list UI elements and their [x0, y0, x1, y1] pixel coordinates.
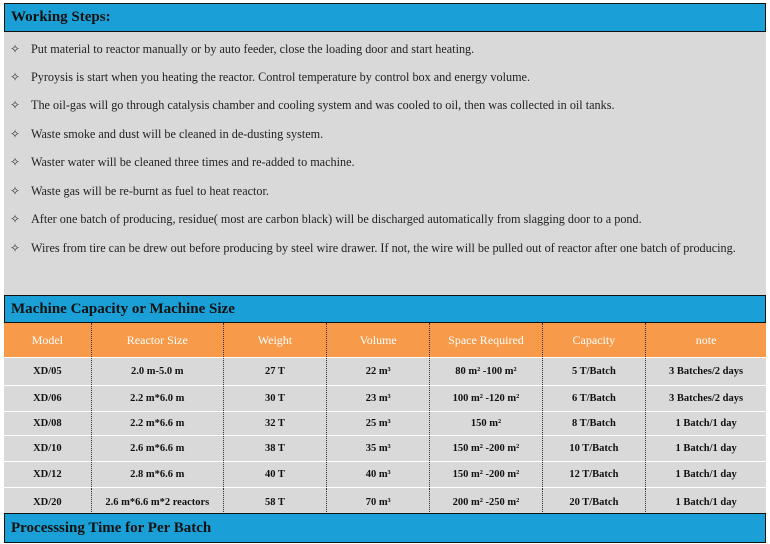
working-step-text: After one batch of producing, residue( most are carbon black) will be discharged automatically from slagging door to a pond.: [31, 212, 642, 226]
diamond-star-icon: ✧: [10, 155, 21, 169]
table-cell: 5 T/Batch: [542, 358, 646, 386]
table-cell: XD/20: [4, 488, 91, 518]
table-cell: 1 Batch/1 day: [646, 436, 766, 462]
working-step-text: Waster water will be cleaned three times and re-added to machine.: [31, 155, 355, 169]
table-cell: 27 T: [223, 358, 326, 386]
table-cell: 6 T/Batch: [542, 386, 646, 412]
table-cell: XD/12: [4, 462, 91, 488]
table-cell: 150 m² -200 m²: [430, 462, 542, 488]
processing-title: Processsing Time for Per Batch: [11, 519, 212, 536]
table-cell: 38 T: [223, 436, 326, 462]
table-cell: 2.0 m-5.0 m: [91, 358, 223, 386]
table-cell: 150 m² -200 m²: [430, 436, 542, 462]
capacity-title: Machine Capacity or Machine Size: [11, 300, 235, 317]
document: [4, 3, 766, 543]
table-cell: 35 m³: [327, 436, 430, 462]
table-cell: 40 m³: [327, 462, 430, 488]
processing-header: [4, 513, 766, 543]
table-row: [4, 462, 766, 488]
working-step-text: Wires from tire can be drew out before producing by steel wire drawer. If not, the wire will be pulled out of reactor after one batch of producing.: [31, 241, 736, 255]
table-cell: 2.2 m*6.6 m: [91, 412, 223, 436]
column-header: Space Required: [430, 323, 542, 358]
table-row: [4, 436, 766, 462]
table-cell: 25 m³: [327, 412, 430, 436]
table-cell: 23 m³: [327, 386, 430, 412]
table-cell: XD/08: [4, 412, 91, 436]
table-cell: 1 Batch/1 day: [646, 488, 766, 518]
working-step-text: Waste gas will be re-burnt as fuel to heat reactor.: [31, 184, 269, 198]
table-cell: 2.6 m*6.6 m*2 reactors: [91, 488, 223, 518]
column-header: Model: [4, 323, 91, 358]
table-row: [4, 412, 766, 436]
column-header: Reactor Size: [91, 323, 223, 358]
capacity-header: [4, 295, 766, 323]
table-cell: 32 T: [223, 412, 326, 436]
table-cell: 22 m³: [327, 358, 430, 386]
table-cell: 2.6 m*6.6 m: [91, 436, 223, 462]
table-cell: 1 Batch/1 day: [646, 412, 766, 436]
table-cell: 2.2 m*6.0 m: [91, 386, 223, 412]
table-cell: 200 m² -250 m²: [430, 488, 542, 518]
column-header: Capacity: [542, 323, 646, 358]
working-steps-header: [4, 3, 766, 32]
diamond-star-icon: ✧: [10, 127, 21, 141]
table-cell: 58 T: [223, 488, 326, 518]
working-step-text: Waste smoke and dust will be cleaned in de-dusting system.: [31, 127, 324, 141]
table-cell: XD/06: [4, 386, 91, 412]
diamond-star-icon: ✧: [10, 241, 21, 255]
working-steps-title: Working Steps:: [11, 9, 111, 25]
column-header: Weight: [223, 323, 326, 358]
capacity-table-header-row: [4, 323, 766, 358]
table-cell: 3 Batches/2 days: [646, 358, 766, 386]
diamond-star-icon: ✧: [10, 212, 21, 226]
table-cell: 1 Batch/1 day: [646, 462, 766, 488]
table-row: [4, 358, 766, 386]
column-header: note: [646, 323, 766, 358]
table-cell: 12 T/Batch: [542, 462, 646, 488]
diamond-star-icon: ✧: [10, 70, 21, 84]
diamond-star-icon: ✧: [10, 98, 21, 112]
table-cell: 30 T: [223, 386, 326, 412]
diamond-star-icon: ✧: [10, 184, 21, 198]
capacity-table-body: [4, 358, 766, 518]
table-cell: 100 m² -120 m²: [430, 386, 542, 412]
column-header: Volume: [327, 323, 430, 358]
table-cell: XD/05: [4, 358, 91, 386]
working-step-text: Pyroysis is start when you heating the reactor. Control temperature by control box and energy volume.: [31, 70, 531, 84]
table-cell: 2.8 m*6.6 m: [91, 462, 223, 488]
capacity-table: [4, 323, 766, 518]
table-cell: 20 T/Batch: [542, 488, 646, 518]
working-step-text: The oil-gas will go through catalysis chamber and cooling system and was cooled to oil, then was collected in oil tanks.: [31, 98, 615, 112]
table-cell: 8 T/Batch: [542, 412, 646, 436]
table-cell: 10 T/Batch: [542, 436, 646, 462]
table-cell: 70 m³: [327, 488, 430, 518]
table-cell: 3 Batches/2 days: [646, 386, 766, 412]
table-cell: 40 T: [223, 462, 326, 488]
table-cell: 80 m² -100 m²: [430, 358, 542, 386]
diamond-star-icon: ✧: [10, 42, 21, 56]
table-cell: 150 m²: [430, 412, 542, 436]
working-step-text: Put material to reactor manually or by auto feeder, close the loading door and start heating.: [31, 42, 475, 56]
table-row: [4, 386, 766, 412]
table-cell: XD/10: [4, 436, 91, 462]
